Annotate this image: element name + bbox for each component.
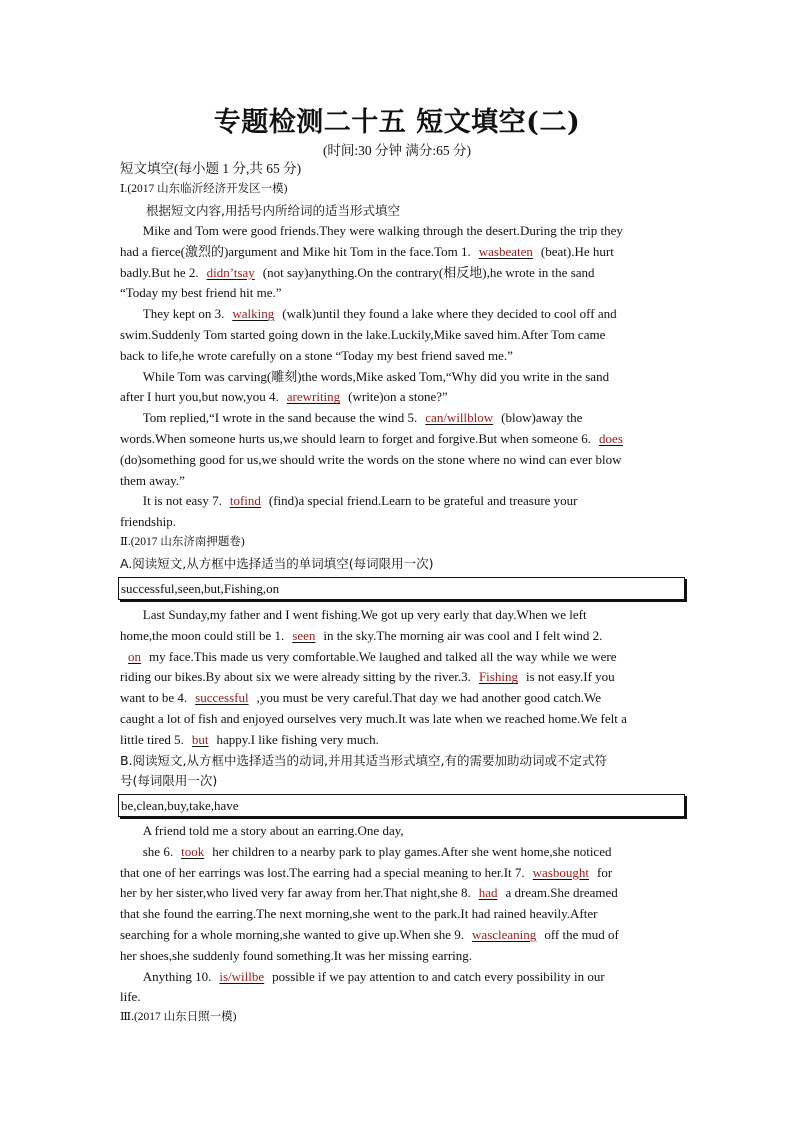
answer-blank: wasbought [532, 864, 590, 880]
answer-blank: does [599, 431, 623, 446]
line-text: (blow)away the [501, 410, 583, 426]
line-text: ,you must be very careful.That day we had another good catch.We [256, 690, 601, 706]
answer-blank: took [181, 843, 205, 859]
line-text: her shoes,she suddenly found something.It was her missing earring. [120, 947, 473, 963]
part1-label: Ⅰ.(2017 山东临沂经济开发区一模) [120, 183, 288, 195]
answer-blank: is/willbe [219, 968, 265, 984]
passage-line [120, 668, 615, 686]
answer-blank: wascleaning [472, 927, 537, 942]
line-text: Tom replied,“I wrote in the sand because the wind 5. [120, 410, 418, 426]
line-text: home,the moon could still be 1. [120, 627, 285, 643]
part2b-word-box: be,clean,buy,take,have [118, 794, 685, 817]
line-text: While Tom was carving(雕刻)the words,Mike asked Tom,“Why did you write in the sand [120, 368, 610, 384]
line-text: “Today my best friend hit me.” [120, 285, 282, 301]
line-text: searching for a whole morning,she wanted to give up.When she 9. [120, 927, 465, 942]
line-text: Anything 10. [120, 968, 212, 984]
passage-line [120, 988, 141, 1006]
answer-blank: arewriting [286, 389, 341, 405]
line-text: life. [120, 989, 141, 1005]
part3-label: Ⅲ.(2017 山东日照一模) [120, 1011, 237, 1023]
passage-line [120, 305, 617, 323]
answer-blank: seen [292, 627, 316, 643]
passage-line [120, 689, 601, 707]
line-text: caught a lot of fish and enjoyed ourselves very much.It was late when we reached home.We felt a [120, 711, 627, 726]
line-text: swim.Suddenly Tom started going down in the lake.Luckily,Mike saved him.After Tom came [120, 327, 606, 342]
line-text: They kept on 3. [120, 306, 225, 322]
section-heading: 短文填空(每小题 1 分,共 65 分) [120, 161, 302, 176]
answer-blank: didn’tsay [206, 264, 255, 280]
part2b-instruction-2: 号(每词限用一次) [120, 773, 218, 788]
answer-blank: but [191, 731, 209, 747]
line-text: them away.” [120, 472, 185, 488]
line-text: back to life,he wrote carefully on a stone “Today my best friend saved me.” [120, 347, 513, 363]
line-text: off the mud of [544, 927, 619, 942]
line-text: (find)a special friend.Learn to be grateful and treasure your [268, 493, 578, 509]
passage-line [120, 627, 602, 645]
line-text: (not say)anything.On the contrary(相反地),he wrote in the sand [262, 264, 595, 280]
line-text: that one of her earrings was lost.The earring had a special meaning to her.It 7. [120, 864, 525, 880]
line-text: riding our bikes.By about six we were already sitting by the river.3. [120, 669, 471, 685]
passage-line [120, 264, 595, 282]
line-text: Last Sunday,my father and I went fishing.We got up very early that day.When we left [120, 607, 587, 622]
answer-blank: wasbeaten [478, 243, 533, 259]
part2-label: Ⅱ.(2017 山东济南押题卷) [120, 536, 245, 548]
line-text: that she found the earring.The next morning,she went to the park.It had rained heavily.After [120, 906, 598, 922]
passage-line [120, 513, 176, 531]
passage-line [120, 430, 631, 448]
passage-line [120, 284, 282, 302]
passage-line [120, 451, 621, 469]
answer-blank: can/willblow [425, 410, 494, 426]
line-text: possible if we pay attention to and catch every possibility in our [272, 968, 605, 984]
passage-line [120, 648, 617, 666]
passage-line [120, 409, 582, 427]
line-text: my face.This made us very comfortable.We laughed and talked all the way while we were [149, 648, 617, 664]
part2b-instruction-1: B.阅读短文,从方框中选择适当的动词,并用其适当形式填空,有的需要加助动词或不定式符 [120, 753, 607, 768]
line-text: (beat).He hurt [540, 243, 614, 259]
part2a-instruction: A.阅读短文,从方框中选择适当的单词填空(每词限用一次) [120, 556, 434, 571]
line-text: friendship. [120, 514, 176, 530]
answer-blank: tofind [229, 493, 261, 509]
passage-line [120, 222, 623, 240]
line-text: A friend told me a story about an earring.One day, [120, 823, 404, 838]
passage-line [120, 388, 448, 406]
time-score-info: (时间:30 分钟 满分:65 分) [322, 143, 472, 158]
line-text: is not easy.If you [525, 669, 615, 685]
passage-line [120, 368, 609, 386]
passage-line [120, 947, 472, 965]
passage-line [120, 347, 513, 365]
answer-blank: walking [232, 306, 275, 322]
line-text: (walk)until they found a lake where they decided to cool off and [282, 306, 617, 322]
answer-blank: on [128, 648, 141, 664]
answer-blank: Fishing [478, 669, 518, 685]
passage-line [120, 968, 605, 986]
line-text: words.When someone hurts us,we should learn to forget and forgive.But when someone 6. [120, 431, 592, 446]
line-text: a dream.She dreamed [505, 885, 618, 901]
line-text: (do)something good for us,we should write the words on the stone where no wind can ever blow [120, 451, 622, 467]
passage-line [120, 606, 587, 624]
line-text: badly.But he 2. [120, 264, 199, 280]
passage-line [120, 884, 618, 902]
line-text: she 6. [120, 843, 174, 859]
passage-line [120, 731, 379, 749]
passage-line [120, 905, 597, 923]
line-text: her children to a nearby park to play games.After she went home,she noticed [212, 843, 612, 859]
line-text: little tired 5. [120, 731, 184, 747]
line-text: after I hurt you,but now,you 4. [120, 389, 279, 405]
line-text: her by her sister,who lived very far away from her.That night,she 8. [120, 885, 471, 901]
line-text: for [597, 864, 613, 880]
line-text: had a fierce(激烈的)argument and Mike hit Tom in the face.Tom 1. [120, 243, 471, 259]
passage-line [120, 492, 578, 510]
line-text: want to be 4. [120, 690, 188, 706]
line-text: It is not easy 7. [120, 493, 222, 509]
part1-instruction: 根据短文内容,用括号内所给词的适当形式填空 [146, 203, 400, 218]
answer-blank: successful [195, 690, 249, 706]
answer-blank: had [478, 885, 498, 901]
page-title: 专题检测二十五 短文填空(二) [213, 107, 581, 138]
line-text: in the sky.The morning air was cool and I felt wind 2. [323, 627, 603, 643]
part2a-word-box: successful,seen,but,Fishing,on [118, 577, 685, 600]
line-text: happy.I like fishing very much. [216, 731, 379, 747]
passage-line [120, 843, 611, 861]
line-text: Mike and Tom were good friends.They were walking through the desert.During the trip they [120, 223, 623, 238]
line-text: (write)on a stone?” [348, 389, 448, 405]
passage-line [120, 472, 185, 490]
passage-line [120, 710, 627, 728]
passage-line [120, 864, 612, 882]
passage-line [120, 243, 614, 261]
passage-line [120, 326, 605, 344]
passage-line [120, 926, 619, 944]
passage-line [120, 822, 404, 840]
